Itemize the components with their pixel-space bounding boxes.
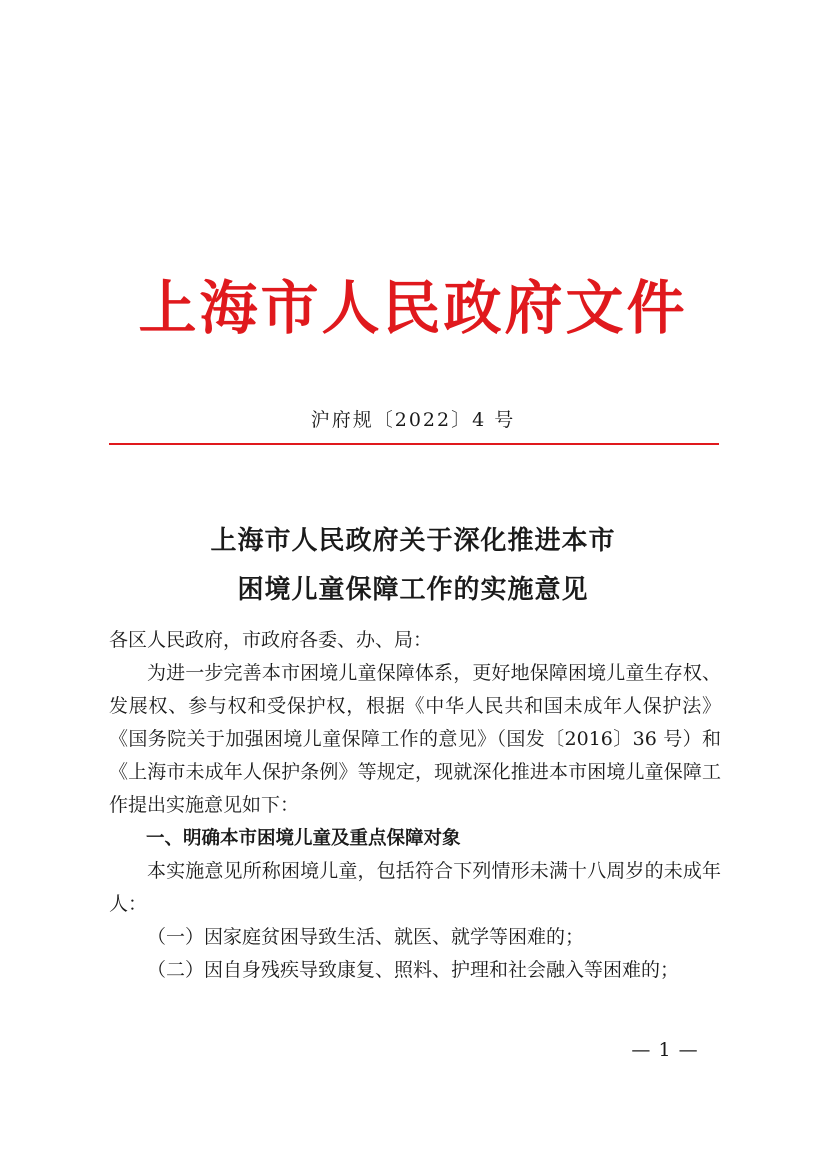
page-number: — 1 — <box>631 1039 699 1061</box>
document-title <box>0 517 826 615</box>
document-title-line-1: 上海市人民政府关于深化推进本市 <box>210 526 616 556</box>
intro-paragraph: 为进一步完善本市困境儿童保障体系，更好地保障困境儿童生存权、发展权、参与权和受保护权，根据《中华人民共和国未成年人保护法》《国务院关于加强困境儿童保障工作的意见》（国发〔2016〕36 号）和《上海市未成年人保护条例》等规定，现就深化推进本市困境儿童保障工作提出实施意见如下： <box>109 662 721 816</box>
masthead-title: 上海市人民政府文件 <box>138 274 688 342</box>
salutation: 各区人民政府，市政府各委、办、局： <box>109 629 433 651</box>
document-number: 沪府规〔2022〕4 号 <box>310 409 516 431</box>
red-divider-line <box>109 443 719 445</box>
document-body <box>109 624 721 987</box>
section-paragraph-1: 本实施意见所称困境儿童，包括符合下列情形未满十八周岁的未成年人： <box>109 860 721 915</box>
section-paragraph-2: （一）因家庭贫困导致生活、就医、就学等困难的； <box>147 926 585 948</box>
section-heading: 一、明确本市困境儿童及重点保障对象 <box>146 828 461 849</box>
document-title-line-2: 困境儿童保障工作的实施意见 <box>237 575 589 605</box>
section-paragraph-3: （二）因自身残疾导致康复、照料、护理和社会融入等困难的； <box>147 959 680 981</box>
